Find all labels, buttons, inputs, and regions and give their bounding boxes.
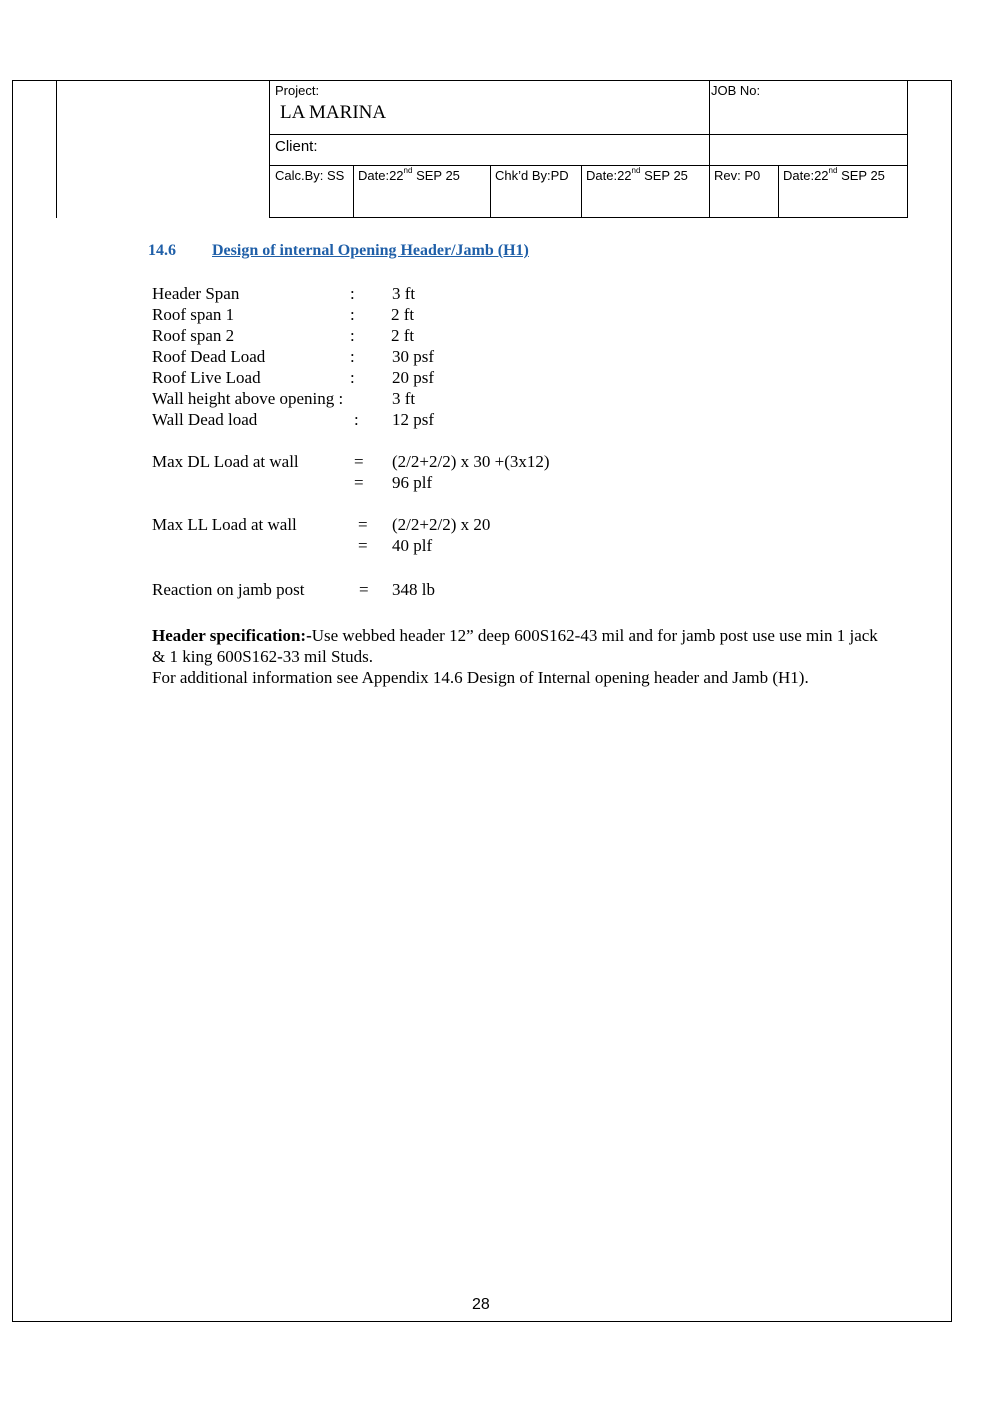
page-frame-right — [951, 80, 952, 1322]
page-frame-bottom — [12, 1321, 952, 1322]
input-row: Wall height above opening : 3 ft — [152, 389, 416, 408]
job-number-label: JOB No: — [711, 83, 761, 98]
reaction-row: Reaction on jamb post = 348 lb — [152, 580, 435, 599]
client-label: Client: — [275, 138, 318, 155]
input-row: Roof span 1 : 2 ft — [152, 305, 415, 324]
calc-by: Calc.By: SS — [275, 168, 345, 183]
revision: Rev: P0 — [714, 168, 761, 183]
logo-area-divider — [56, 80, 57, 218]
dl-load-row: Max DL Load at wall = (2/2+2/2) x 30 +(3x12) — [152, 452, 550, 471]
input-row: Roof span 2 : 2 ft — [152, 326, 415, 345]
check-date: Date:22nd SEP 25 — [586, 166, 688, 183]
section-number: 14.6 — [148, 242, 176, 259]
revision-date: Date:22nd SEP 25 — [783, 166, 885, 183]
title-block-table — [269, 80, 908, 218]
checked-by: Chk’d By:PD — [495, 168, 569, 183]
project-name: LA MARINA — [280, 102, 387, 123]
additional-info: For additional information see Appendix 14.6 Design of Internal opening header and Jamb (H1). — [152, 668, 809, 687]
input-row: Roof Dead Load : 30 psf — [152, 347, 435, 366]
section-title: Design of internal Opening Header/Jamb (H1) — [212, 242, 529, 259]
project-label: Project: — [275, 83, 320, 98]
input-row: Wall Dead load : 12 psf — [152, 410, 435, 429]
input-row: Roof Live Load : 20 psf — [152, 368, 435, 387]
input-row: Header Span : 3 ft — [152, 284, 416, 303]
page-number: 28 — [472, 1296, 490, 1313]
header-specification: Header specification:-Use webbed header 12” deep 600S162-43 mil and for jamb post use use min 1 jack & 1 king 600S162-33 mil Studs. — [152, 626, 878, 666]
calc-date: Date:22nd SEP 25 — [358, 166, 460, 183]
section-heading — [148, 242, 529, 260]
ll-load-row: Max LL Load at wall = (2/2+2/2) x 20 — [152, 515, 491, 534]
page-frame-left — [12, 80, 13, 1322]
